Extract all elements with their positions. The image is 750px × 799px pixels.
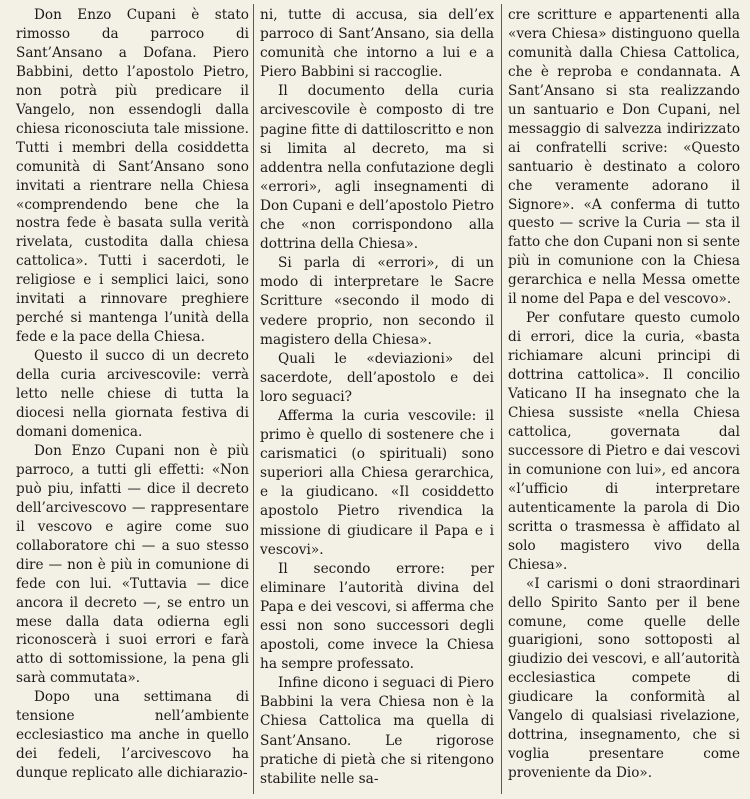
paragraph: Si parla di «errori», di un modo di interpretare le Sacre Scritture «secondo il modo di vedere proprio, non secondo il magistero della Chiesa». <box>260 255 494 348</box>
paragraph: Don Enzo Cupani non è più parroco, a tutti gli effetti: «Non può piu, infatti — dice il decreto dell’arcivescovo — rappresentare il vescovo e agire come suo collaboratore chi — a suo stesso dire — non è più in comunione di fede con lui. «Tuttavia — dice ancora il decreto —, se entro un mese dalla data odierna egli riconoscerà i suoi errori e farà atto di sottomissione, la pena gli sarà commutata». <box>16 442 249 687</box>
article-column-1 <box>16 6 249 783</box>
paragraph: Per confutare questo cumolo di errori, dice la curia, «basta richiamare alcuni principi di dottrina cattolica». Il concilio Vaticano II ha insegnato che la Chiesa sussiste «nella Chiesa cattolica, governata dal successore di Pietro e dai vescovi in comunione con lui», ed ancora «l’ufficio di interpretare autenticamente la parola di Dio scritta o trasmessa è affidato al solo magistero vivo della Chiesa». <box>508 310 740 573</box>
column-divider-2 <box>501 4 502 794</box>
paragraph-continuation: cre scritture e appartenenti alla «vera Chiesa» distinguono quella comunità dalla Chiesa Cattolica, che è reproba e condannata. A Sant’Ansano si sta realizzando un santuario e Don Cupani, nel messaggio di salvezza indirizzato ai confratelli scrive: «Questo santuario è destinato a coloro che veramente adorano il Signore». «A conferma di tutto questo — scrive la Curia — sta il fatto che don Cupani non si sente più in comunione con la Chiesa gerarchica e nella Messa omette il nome del Papa e del vescovo». <box>508 7 740 308</box>
paragraph: Questo il succo di un decreto della curia arcivescovile: verrà letto nelle chiese di tutta la diocesi nella giornata festiva di domani domenica. <box>16 348 249 440</box>
paragraph-continuation: ni, tutte di accusa, sia dell’ex parroco di Sant’Ansano, sia della comunità che intorno a lui e a Piero Babbini si raccoglie. <box>260 7 494 81</box>
article-column-2 <box>260 6 494 789</box>
paragraph: Don Enzo Cupani è stato rimosso da parroco di Sant’Ansano a Dofana. Piero Babbini, detto l’apostolo Pietro, non potrà più predicare il Vangelo, non essendogli dalla chiesa riconosciuta tale missione. Tutti i membri della cosiddetta comunità di Sant’Ansano sono invitati a rientrare nella Chiesa «comprendendo bene che la nostra fede è basata sulla verità rivelata, custodita dalla chiesa cattolica». Tutti i sacerdoti, le religiose e i semplici laici, sono invitati a rinnovare preghiere perché si mantenga l’unità della fede e la pace della Chiesa. <box>16 7 249 346</box>
paragraph: Il documento della curia arcivescovile è composto di tre pagine fitte di dattiloscritto e non si limita al decreto, ma si addentra nella confutazione degli «errori», agli insegnamenti di Don Cupani e dell’apostolo Pietro che «non corrispondono alla dottrina della Chiesa». <box>260 83 494 253</box>
column-divider-1 <box>253 4 254 794</box>
paragraph: Afferma la curia vescovile: il primo è quello di sostenere che i carismatici (o spirituali) sono superiori alla Chiesa gerarchica, e la giudicano. «Il cosiddetto apostolo Pietro rivendica la missione di giudicare il Papa e i vescovi». <box>260 407 494 558</box>
article-column-3 <box>508 6 740 783</box>
paragraph: «I carismi o doni straordinari dello Spirito Santo per il bene comune, come quelle delle guarigioni, sono sottoposti al giudizio dei vescovi, e all’autorità ecclesiastica compete di giudicare la conformità al Vangelo di qualsiasi rivelazione, dottrina, insegnamento, che si voglia presentare come proveniente da Dio». <box>508 575 740 782</box>
paragraph: Dopo una settimana di tensione nell’ambiente ecclesiastico ma anche in quello dei fedeli, l’arcivescovo ha dunque replicato alle dichiarazio- <box>16 689 249 782</box>
paragraph: Infine dicono i seguaci di Piero Babbini la vera Chiesa non è la Chiesa Cattolica ma quella di Sant’Ansano. Le rigorose pratiche di pietà che si ritengono stabilite nelle sa- <box>260 675 494 787</box>
paragraph: Quali le «deviazioni» del sacerdote, dell’apostolo e dei loro seguaci? <box>260 350 494 405</box>
paragraph: Il secondo errore: per eliminare l’autorità divina del Papa e dei vescovi, si afferma che essi non sono successori degli apostoli, come invece la Chiesa ha sempre professato. <box>260 560 494 673</box>
